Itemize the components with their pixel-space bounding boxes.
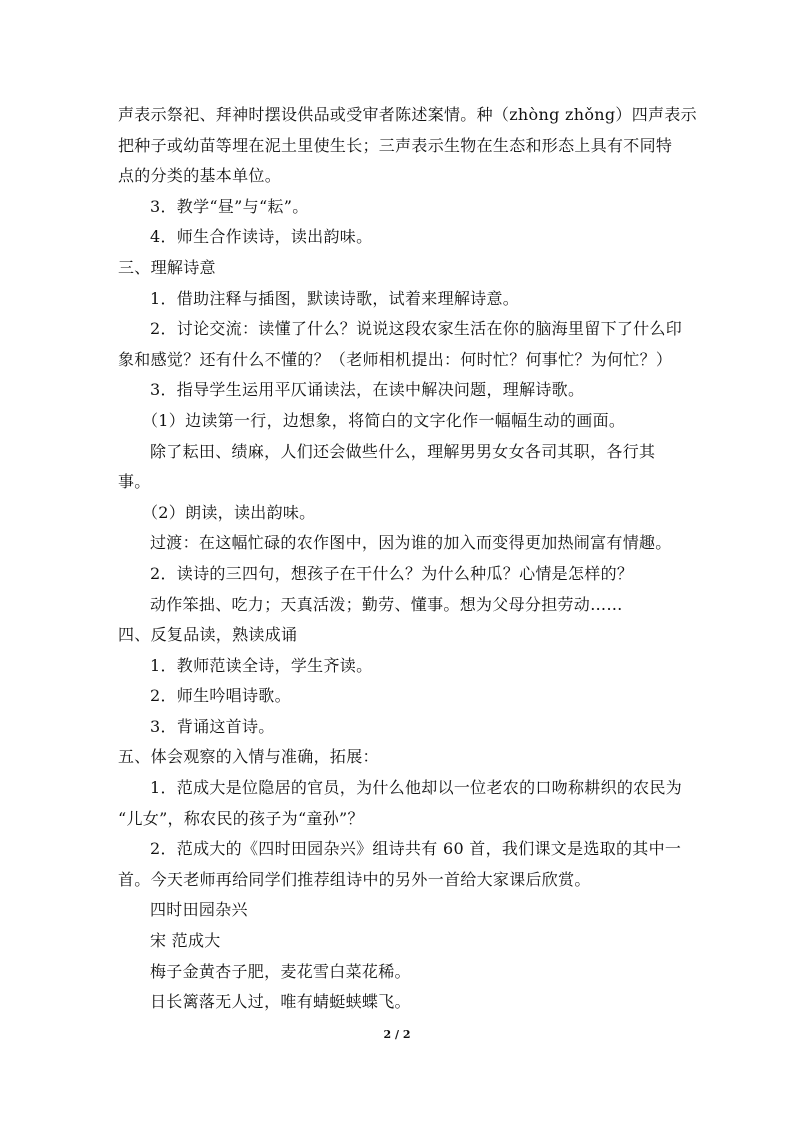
text-line: 点的分类的基本单位。: [118, 166, 282, 186]
text-line: 首。今天老师再给同学们推荐组诗中的另外一首给大家课后欣赏。: [118, 869, 591, 889]
text-line: 象和感觉？还有什么不懂的？（老师相机提出：何时忙？何事忙？为何忙？）: [118, 349, 673, 369]
list-item: 2．范成大的《四时田园杂兴》组诗共有 60 首，我们课文是选取的其中一: [150, 839, 682, 859]
text-line: 声表示祭祀、拜神时摆设供品或受审者陈述案情。种（zhòng zhǒng）四声表示: [118, 105, 697, 124]
poem-title: 四时田园杂兴: [150, 900, 248, 920]
document-body: [118, 100, 697, 1018]
list-item: 4．师生合作读诗，读出韵味。: [150, 227, 373, 247]
poem-line: 日长篱落无人过，唯有蜻蜓蛱蝶飞。: [150, 992, 411, 1012]
text-line: 事。: [118, 472, 151, 492]
sub-item: （1）边读第一行，边想象，将简白的文字化作一幅幅生动的画面。: [142, 410, 626, 430]
sub-item: （2）朗读，读出韵味。: [142, 502, 316, 522]
list-item: 2．讨论交流：读懂了什么？说说这段农家生活在你的脑海里留下了什么印: [150, 319, 683, 339]
section-heading: 五、体会观察的入情与准确，拓展：: [118, 747, 379, 767]
poem-line: 梅子金黄杏子肥，麦花雪白菜花稀。: [150, 961, 411, 981]
page-number: 2 / 2: [383, 1028, 411, 1041]
list-item: 1．范成大是位隐居的官员，为什么他却以一位老农的口吻称耕织的农民为: [150, 778, 683, 798]
list-item: 2．读诗的三四句，想孩子在干什么？为什么种瓜？心情是怎样的？: [150, 563, 634, 583]
list-item: 1．借助注释与插图，默读诗歌，试着来理解诗意。: [150, 288, 520, 308]
section-heading: 三、理解诗意: [118, 257, 216, 277]
text-line: 把种子或幼苗等埋在泥土里使生长；三声表示生物在生态和形态上具有不同特: [118, 135, 673, 155]
list-item: 3．背诵这首诗。: [150, 716, 275, 736]
text-line: 除了耘田、绩麻，人们还会做些什么，理解男男女女各司其职，各行其: [150, 441, 656, 461]
poem-author: 宋 范成大: [150, 931, 221, 951]
list-item: 3．指导学生运用平仄诵读法，在读中解决问题，理解诗歌。: [150, 380, 585, 400]
text-line: 过渡：在这幅忙碌的农作图中，因为谁的加入而变得更加热闹富有情趣。: [150, 533, 672, 553]
section-heading: 四、反复品读，熟读成诵: [118, 625, 298, 645]
text-line: “儿女”，称农民的孩子为“童孙”？: [118, 808, 364, 828]
list-item: 1．教师范读全诗，学生齐读。: [150, 655, 373, 675]
list-item: 2．师生吟唱诗歌。: [150, 686, 291, 706]
text-line: 动作笨拙、吃力；天真活泼；勤劳、懂事。想为父母分担劳动……: [150, 594, 623, 614]
list-item: 3．教学“昼”与“耘”。: [150, 196, 309, 216]
